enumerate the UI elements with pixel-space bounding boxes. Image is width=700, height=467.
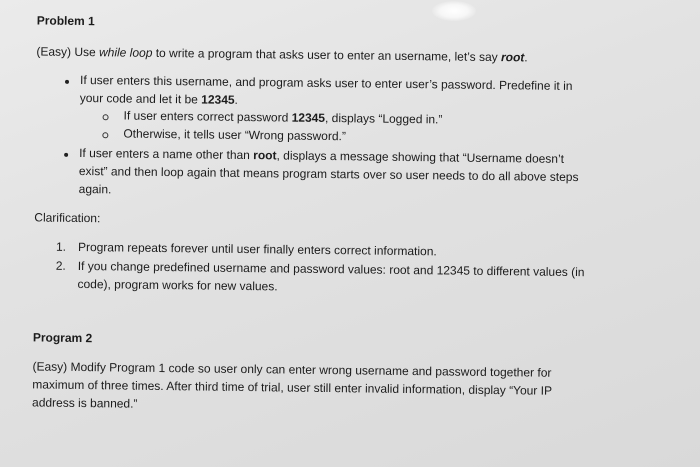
bullet1-line1: If user enters this username, and program asks user to enter user’s password. Predefine it in: [79, 72, 573, 93]
bullet2-user: root: [253, 148, 277, 163]
clarification-title: Clarification:: [34, 210, 101, 226]
sub-bullet-circle: [102, 132, 108, 138]
bullet1-line2-lead: your code and let it be: [79, 90, 202, 107]
intro-emph: while loop: [98, 45, 153, 60]
bullet1-line2: [80, 91, 238, 107]
intro-mid: to write a program that asks user to enter an username, let’s say: [152, 45, 502, 65]
sub1-end: , displays “Logged in.”: [324, 110, 443, 127]
program2-title: Program 2: [32, 330, 93, 346]
bullet1-password: 12345: [201, 92, 235, 107]
bullet-dot: [65, 80, 69, 84]
program2-line-1: (Easy) Modify Program 1 code so user only can enter wrong username and password together for: [32, 359, 552, 380]
program2-line-3: address is banned.”: [32, 395, 138, 411]
clar-item-1-line-1: Program repeats forever until user finally enters correct information.: [77, 239, 437, 259]
clar-item-2-line-1: If you change predefined username and password values: root and 12345 to different values (in: [77, 258, 585, 280]
sub1-lead: If user enters correct password: [123, 108, 292, 125]
clar-item-1-num: 1.: [55, 239, 67, 254]
clar-item-2-line-2: code), program works for new values.: [77, 276, 278, 294]
bullet2-line3: again.: [78, 181, 112, 197]
sub1-password: 12345: [291, 110, 326, 125]
program2-line-2: maximum of three times. After third time of trial, user still enter invalid information, display “Your IP: [32, 377, 553, 398]
problem1-intro: [36, 44, 527, 64]
problem1-title: Problem 1: [36, 13, 95, 29]
bullet2-line2: exist” and then loop again that means program starts over so user needs to do all above steps: [78, 163, 579, 185]
bullet2-line1-end: , displays a message showing that “Username doesn’t: [276, 148, 565, 166]
bullet1-line2-end: .: [234, 92, 239, 107]
sub-bullet-circle: [103, 114, 109, 120]
intro-lead: (Easy) Use: [36, 44, 100, 60]
clar-item-2-num: 2.: [55, 258, 66, 273]
sub1-text: [124, 109, 443, 127]
sub2-text: Otherwise, it tells user “Wrong password.”: [123, 126, 346, 144]
intro-user: root: [500, 50, 525, 65]
bullet2-line1: [79, 146, 564, 166]
intro-end: .: [524, 50, 528, 65]
bullet2-line1-lead: If user enters a name other than: [79, 145, 254, 163]
bullet-dot: [64, 153, 68, 157]
